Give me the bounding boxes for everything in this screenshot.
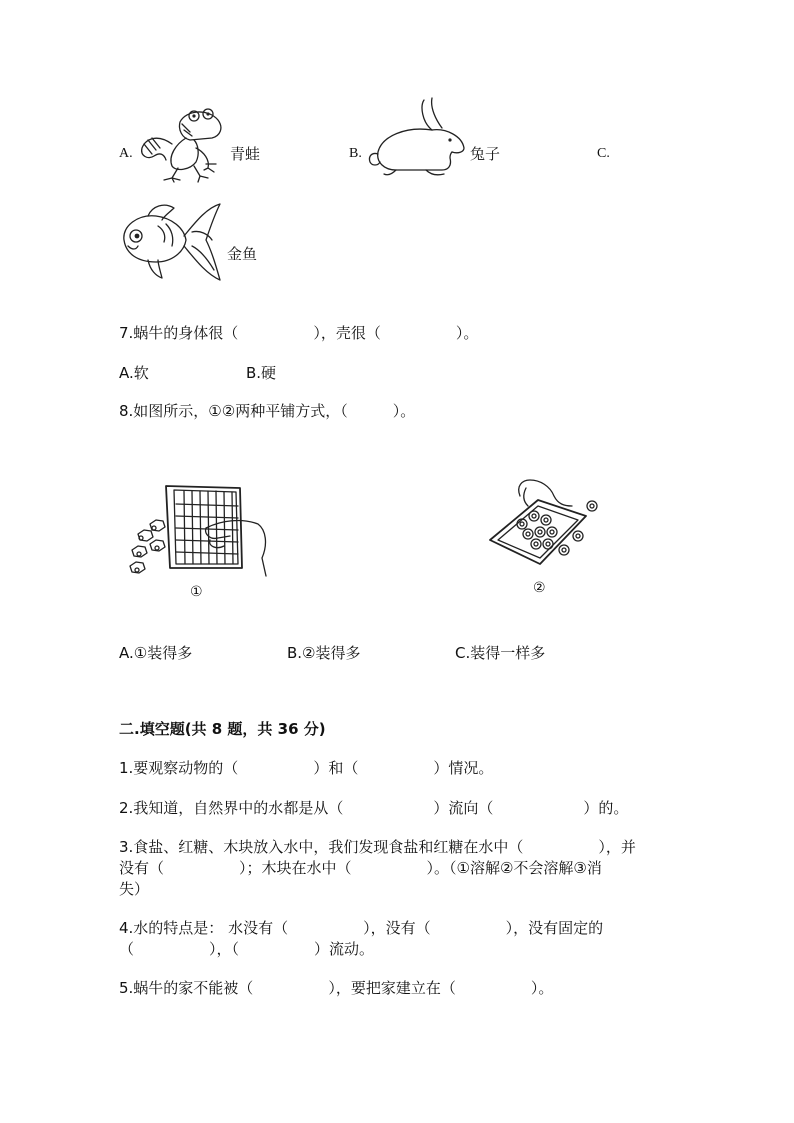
fill-question-3-line-1: 3.食盐、红糖、木块放入水中，我们发现食盐和红糖在水中（ ），并 xyxy=(119,838,636,856)
fill-question-1: 1.要观察动物的（ ）和（ ）情况。 xyxy=(119,759,494,777)
frog-image xyxy=(138,104,228,184)
figure-2-label: ② xyxy=(533,580,546,596)
option-a-label: 青蛙 xyxy=(230,145,261,163)
question-7-option-b: B.硬 xyxy=(246,364,277,382)
figure-1-label: ① xyxy=(190,584,203,600)
figure-2-round-tiling xyxy=(484,476,604,572)
fill-question-3-line-2: 没有（ ）；木块在水中（ ）。（①溶解②不会溶解③消 xyxy=(119,859,602,877)
option-b-letter: B. xyxy=(349,146,362,161)
question-7-option-a: A.软 xyxy=(119,364,149,382)
fill-question-5: 5.蜗牛的家不能被（ ），要把家建立在（ ）。 xyxy=(119,979,554,997)
question-7-stem: 7.蜗牛的身体很（ ），壳很（ ）。 xyxy=(119,324,479,342)
option-c-label: 金鱼 xyxy=(227,245,258,263)
fill-question-2: 2.我知道，自然界中的水都是从（ ）流向（ ）的。 xyxy=(119,799,629,817)
goldfish-image xyxy=(118,200,224,284)
rabbit-image xyxy=(366,96,470,178)
question-8-option-c: C.装得一样多 xyxy=(455,644,546,662)
fill-question-4-line-1: 4.水的特点是： 水没有（ ），没有（ ），没有固定的 xyxy=(119,919,604,937)
option-b-label: 兔子 xyxy=(470,145,501,163)
question-8-option-b: B.②装得多 xyxy=(287,644,361,662)
section-2-heading: 二.填空题(共 8 题，共 36 分) xyxy=(119,720,326,738)
figure-1-square-tiling xyxy=(126,484,276,584)
question-8-option-a: A.①装得多 xyxy=(119,644,193,662)
question-8-stem: 8.如图所示，①②两种平铺方式，（ ）。 xyxy=(119,402,416,420)
option-c-letter: C. xyxy=(597,146,610,161)
fill-question-4-line-2: （ ），（ ）流动。 xyxy=(119,940,375,958)
fill-question-3-line-3: 失） xyxy=(119,880,150,898)
option-a-letter: A. xyxy=(119,146,133,161)
